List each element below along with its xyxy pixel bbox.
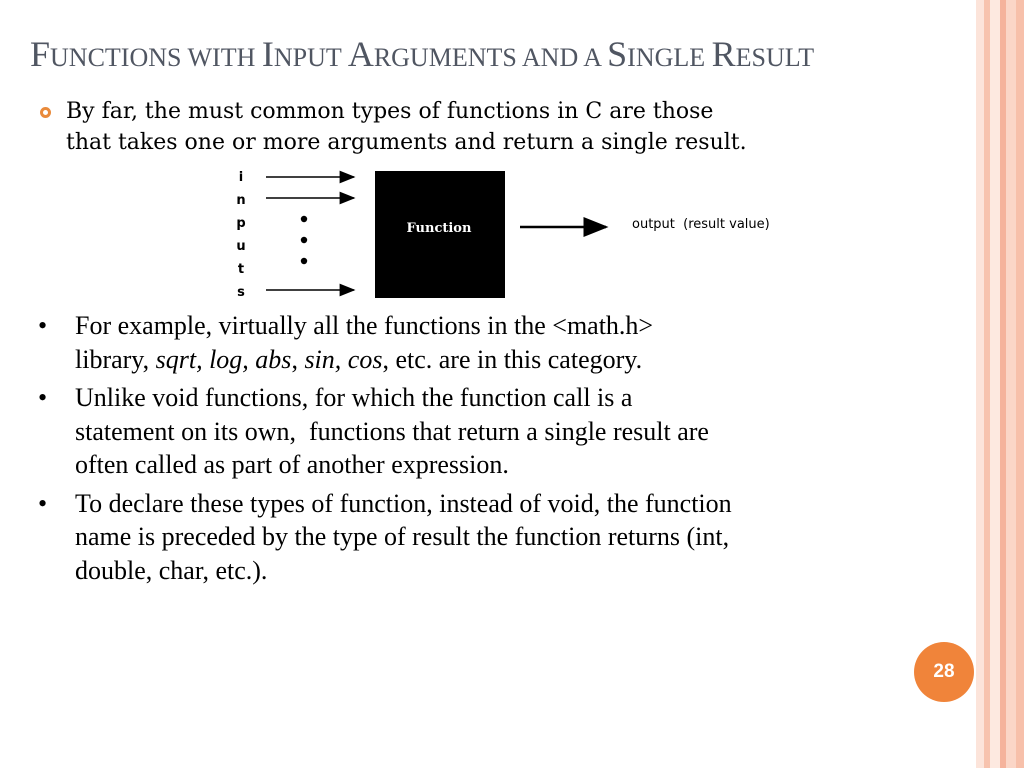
bullet-line: For example, virtually all the functions in the <math.h> <box>75 311 654 340</box>
bullet-line: double, char, etc.). <box>75 555 268 585</box>
title-part: UNCTIONS WITH <box>50 43 262 72</box>
output-label: output (result value) <box>632 217 770 232</box>
title-part: NPUT <box>273 43 348 72</box>
title-part: S <box>607 34 628 74</box>
title-part: RGUMENTS AND A <box>373 43 608 72</box>
input-letter: n <box>236 193 246 208</box>
bullet-line: To declare these types of function, instead of void, the function <box>75 488 732 518</box>
intro-bullet <box>40 96 960 158</box>
decorative-stripe <box>976 0 984 768</box>
function-diagram <box>220 165 820 305</box>
bullet-list <box>30 309 960 587</box>
bullet-circle-icon <box>40 107 51 118</box>
text-run: , etc. are in this category. <box>382 344 643 374</box>
bullet-line: Unlike void functions, for which the function call is a <box>75 383 633 412</box>
bullet-line <box>75 343 960 377</box>
page-number: 28 <box>933 661 955 682</box>
input-letter: p <box>236 216 246 231</box>
text-run: , <box>291 344 305 374</box>
list-item <box>30 487 960 588</box>
slide-title <box>30 30 995 82</box>
input-letter: u <box>236 239 246 254</box>
title-part: I <box>261 34 274 74</box>
ellipsis-dot <box>301 258 307 264</box>
list-item <box>30 309 960 376</box>
bullet-dot-icon: • <box>38 488 48 518</box>
title-part: F <box>30 34 51 74</box>
bullet-line: name is preceded by the type of result the function returns (int, <box>75 522 730 551</box>
italic-function-names: sin, cos <box>304 344 383 374</box>
intro-bullet-line: By far, the must common types of functions in C are those <box>66 99 714 124</box>
title-part: ESULT <box>735 43 815 72</box>
title-part: INGLE <box>627 43 712 72</box>
title-part: A <box>347 34 374 74</box>
ellipsis-dot <box>301 237 307 243</box>
input-letter: i <box>238 170 244 185</box>
page-number-badge <box>914 642 974 702</box>
decorative-stripe <box>1016 0 1024 768</box>
decorative-stripe <box>1006 0 1016 768</box>
ellipsis-dot <box>301 216 307 222</box>
bullet-line: often called as part of another expression. <box>75 450 509 479</box>
input-letter: s <box>237 285 245 300</box>
input-letter: t <box>237 262 245 277</box>
title-part: R <box>711 34 736 74</box>
function-box-label: Function <box>406 221 472 236</box>
intro-bullet-line: that takes one or more arguments and return a single result. <box>66 130 747 155</box>
bullet-line: statement on its own, functions that return a single result are <box>75 416 709 446</box>
list-item <box>30 381 960 482</box>
text-run: library, <box>75 344 156 374</box>
italic-function-names: sqrt, log, abs <box>155 344 292 374</box>
bullet-dot-icon: • <box>38 383 48 412</box>
bullet-dot-icon: • <box>38 311 48 340</box>
decorative-stripe <box>990 0 1000 768</box>
